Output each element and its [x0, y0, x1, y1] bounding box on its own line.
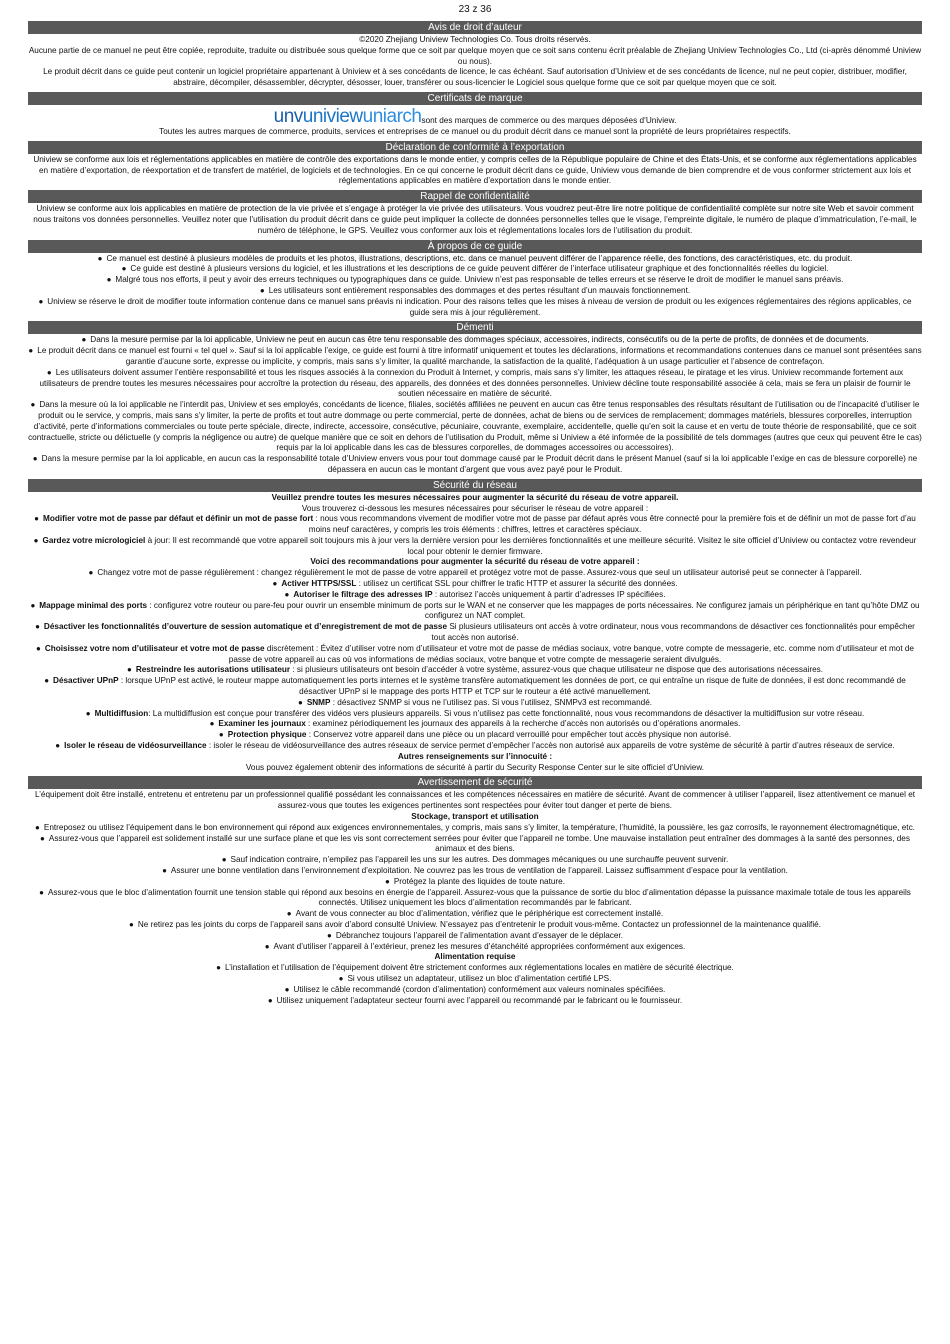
list-item: [28, 275, 922, 286]
list-item-text: : autorisez l’accès uniquement à partir d’adresses IP spécifiées.: [432, 589, 666, 599]
list-item: [28, 264, 922, 275]
storage-heading: Stockage, transport et utilisation: [411, 812, 539, 822]
bullet-icon: ●: [81, 335, 87, 345]
list-item-bold: Activer HTTPS/SSL: [281, 579, 357, 589]
list-item: [28, 590, 922, 601]
bullet-icon: ●: [35, 643, 41, 653]
list-item-text: Dans la mesure où la loi applicable ne l’interdit pas, Uniview et ses employés, concédants de licence, filiales, sociétés affiliées ne peuvent en aucun cas être tenus responsables des résultats résultant de l’utilisation ou de l’incapacité d’utiliser le produit ou le service, y compris, mais sans s’y limiter, la perte de profits et tout autre dommage ou perte commercial, perte de données, achat de biens ou de services de remplacement; dommages matériels, blessures corporelles, interruption d’activité, perte d’informations commerciales ou toute perte spéciale, directe, indirecte, accessoire, consécutive, pécuniaire, couvrante, exemplaire, accidentelle, quelle qu’en soit la cause et en vertu de toute théorie de responsabilité, que ce soit contractuelle, stricte ou délictuelle (y compris la négligence ou autre) de quelque manière que ce soit en dehors de l’utilisation du Produit, même si Uniview a été informée de la possibilité de tels dommages (autres que ceux qui peuvent être le cas) requis par la loi applicable dans les cas de blessures corporelles, de dommages accessoires ou accessoires).: [28, 400, 922, 453]
network-heading: Veuillez prendre toutes les mesures nécessaires pour augmenter la sécurité du réseau de votre appareil.: [271, 492, 679, 502]
list-item: [28, 942, 922, 953]
bullet-icon: ●: [385, 876, 390, 886]
list-item: [28, 536, 922, 558]
bullet-icon: ●: [38, 296, 44, 306]
bullet-icon: ●: [216, 963, 222, 973]
list-item-text: Les utilisateurs doivent assumer l’entière responsabilité et tous les risques associés à la connexion du Produit à Internet, y compris, mais sans s’y limiter, les attaques réseau, le piratage et les virus. Uniview recommande fortement aux utilisateurs de prendre toutes les mesures nécessaires pour accroître la protection du réseau, des appareils, des données et des données personnelles. Uniview décline toute responsabilité associée à cela, mais se fera un plaisir de fournir le soutien nécessaire en matière de sécurité.: [39, 367, 911, 399]
bullet-icon: ●: [126, 665, 132, 675]
list-item-text: Utilisez uniquement l’adaptateur secteur fourni avec l’appareil ou recommandé par le fabricant ou le fournisseur.: [276, 995, 683, 1005]
list-item-text: à jour: Il est recommandé que votre appareil soit toujours mis à jour vers la dernière version pour les dernières fonctionnalités et une meilleure sécurité. Visitez le site officiel d’Uniview ou contactez votre revendeur local pour obtenir le dernier firmware.: [145, 535, 917, 556]
list-item: [28, 834, 922, 856]
list-item: [28, 888, 922, 910]
list-item: [28, 579, 922, 590]
bullet-icon: ●: [35, 622, 40, 632]
list-item: [28, 254, 922, 265]
list-item-text: Le produit décrit dans ce manuel est fourni « tel quel ». Sauf si la loi applicable l’exige, ce guide est fourni à titre informatif uniquement et toutes les déclarations, informations et recommandations contenues dans ce manuel sont présentées sans garantie d’aucune sorte, expresse ou implicite, y compris, mais sans s’y limiter, la qualité marchande, la satisfaction de la qualité, l’adéquation à un usage particulier et l’absence de contrefaçon.: [37, 346, 922, 366]
bullet-icon: ●: [221, 855, 227, 865]
bullet-icon: ●: [30, 600, 36, 610]
uniview-logo: uniview: [302, 105, 363, 127]
list-item-bold: Modifier votre mot de passe par défaut et définir un mot de passe fort: [43, 514, 314, 524]
list-item-bold: Mappage minimal des ports: [39, 600, 148, 610]
list-item-text: Entreposez ou utilisez l’équipement dans le bon environnement qui répond aux exigences environnementales, y compris, mais sans s’y limiter, la température, l’humidité, la poussière, les gaz corrosifs, le rayonnement électromagnétique, etc.: [43, 822, 915, 832]
list-item-bold: Protection physique: [227, 730, 307, 740]
bullet-icon: ●: [326, 930, 332, 940]
network-more-heading: Autres renseignements sur l’innocuité :: [397, 751, 553, 761]
list-item: [28, 996, 922, 1007]
list-item-text: Assurez-vous que le bloc d’alimentation fournit une tension stable qui répond aux besoins en énergie de l’appareil. Assurez-vous que la puissance de sortie du bloc d’alimentation dépasse la puissance maximale totale de tous les appareils connectés. Utilisez uniquement les blocs d’alimentation recommandés par le fabricant.: [47, 887, 911, 908]
bullet-icon: ●: [28, 346, 34, 356]
list-item-text: Les utilisateurs sont entièrement responsables des dommages et des pertes résultant d’un mauvais fonctionnement.: [268, 285, 691, 295]
bullet-icon: ●: [267, 995, 273, 1005]
copyright-line: Le produit décrit dans ce guide peut contenir un logiciel propriétaire appartenant à Uniview et à ses concédants de licence, le cas échéant. Sauf autorisation d’Uniview et de ses concédants de licence, nul ne peut copier, distribuer, modifier, abstraire, décompiler, désassembler, décrypter, désosser, louer, transférer ou sous-licencier le Logiciel sous quelque forme que ce soit par quelque moyen que ce soit.: [43, 67, 907, 88]
power-list: [28, 963, 922, 1006]
storage-list: [28, 823, 922, 953]
bullet-icon: ●: [286, 909, 292, 919]
list-item-bold: Multidiffusion: [94, 708, 149, 718]
bullet-icon: ●: [40, 833, 45, 843]
list-item-text: discrètement : Évitez d’utiliser votre nom d’utilisateur et votre mot de passe de médias sociaux, votre banque, votre compte de messagerie, etc. comme nom d’utilisateur et mot de passe de votre appareil au cas où vos informations de médias sociaux, votre banque et votre compte de messagerie seraient divulgués.: [228, 643, 914, 664]
bullet-icon: ●: [32, 454, 38, 464]
list-item: [28, 601, 922, 623]
bullet-icon: ●: [44, 676, 50, 686]
section-title-network: Sécurité du réseau: [28, 479, 922, 492]
list-item-text: Utilisez le câble recommandé (cordon d’alimentation) conformément aux valeurs nominales spécifiées.: [293, 984, 666, 994]
list-item-bold: Désactiver les fonctionnalités d’ouverture de session automatique et d’enregistrement de mot de passe: [43, 622, 448, 632]
list-item-text: Dans la mesure permise par la loi applicable, en aucun cas la responsabilité totale d’Uniview envers vous pour tout dommage causé par le Produit décrit dans le présent Manuel (sauf si la loi applicable l’exige en cas de blessure corporelle) ne dépassera en aucun cas le montant d’argent que vous avez payé pour le Produit.: [41, 454, 918, 474]
list-item: [28, 665, 922, 676]
list-item: [28, 985, 922, 996]
list-item-text: Uniview se réserve le droit de modifier toute information contenue dans ce manuel sans préavis ni indication. Pour des raisons telles que les mises à niveau de version de produit ou les exigences réglementaires des régions applicables, ce guide sera mis à jour régulièrement.: [47, 296, 912, 317]
list-item-bold: Autoriser le filtrage des adresses IP: [293, 589, 433, 599]
bullet-icon: ●: [338, 973, 344, 983]
list-item-text: : si plusieurs utilisateurs ont besoin d’accéder à votre système, assurez-vous que chaque utilisateur ne dispose que des autorisations nécessaires.: [290, 665, 824, 675]
list-item-text: Assurez-vous que l’appareil est solidement installé sur une surface plane et que les vis sont correctement serrées pour éviter que l’appareil ne tombe. Une mauvaise installation peut entraîner des dommages à la santé des personnes, des animaux et des biens.: [48, 833, 910, 854]
bullet-icon: ●: [34, 514, 40, 524]
network-intro: Vous trouverez ci-dessous les mesures nécessaires pour sécuriser le réseau de votre appareil :: [301, 503, 649, 513]
trademark-logos: [274, 107, 422, 127]
copyright-line: Aucune partie de ce manuel ne peut être copiée, reproduite, traduite ou distribuée sous quelque forme que ce soit par quelque moyen que ce soit sans contenu écrit préalable de Zhejiang Uniview Technologies Co., Ltd (ci-après dénommé Uniview ou nous).: [28, 45, 922, 66]
bullet-icon: ●: [106, 275, 112, 285]
list-item: [28, 400, 922, 454]
bullet-icon: ●: [35, 822, 40, 832]
list-item-text: L’installation et l’utilisation de l’équipement doivent être strictement conformes aux réglementations locales en matière de sécurité électrique.: [225, 963, 734, 973]
bullet-icon: ●: [85, 708, 91, 718]
list-item: [28, 346, 922, 368]
page-number: 23 z 36: [458, 4, 492, 15]
bullet-icon: ●: [46, 367, 52, 377]
list-item-text: Assurer une bonne ventilation dans l’environnement d’exploitation. Ne couvrez pas les trous de ventilation de l’appareil. Laissez suffisamment d’espace pour la ventilation.: [170, 866, 788, 875]
list-item-text: : nous vous recommandons vivement de modifier votre mot de passe par défaut après vous être connecté pour la première fois et de définir un mot de passe fort d’au moins neuf caractères, y compris les trois éléments : chiffres, lettres et caractères spéciaux.: [308, 514, 916, 535]
list-item-text: Avant de vous connecter au bloc d’alimentation, vérifiez que le périphérique est correctement installé.: [295, 909, 664, 919]
list-item-bold: Gardez votre micrologiciel: [42, 535, 146, 545]
list-item: [28, 823, 922, 834]
list-item-text: Ce guide est destiné à plusieurs versions du logiciel, et les illustrations et les descriptions de ce guide peuvent différer de l’interface utilisateur graphique et des fonctionnalités réelles du logiciel.: [130, 264, 829, 274]
list-item-text: Sauf indication contraire, n’empilez pas l’appareil les uns sur les autres. Des dommages mécaniques ou une surchauffe peuvent survenir.: [230, 855, 729, 865]
bullet-icon: ●: [259, 285, 265, 295]
section-title-privacy: Rappel de confidentialité: [28, 190, 922, 203]
bullet-icon: ●: [33, 535, 39, 545]
bullet-icon: ●: [162, 866, 167, 875]
bullet-icon: ●: [209, 719, 215, 729]
list-item: [28, 676, 922, 698]
list-item-text: Avant d’utiliser l’appareil à l’extérieur, prenez les mesures d’étanchéité appropriées conformément aux exigences.: [273, 941, 686, 951]
export-text: Uniview se conforme aux lois et réglementations applicables en matière de contrôle des exportations dans le monde entier, y compris celles de la République populaire de Chine et des États-Unis, et se conforme aux réglementations applicables en matière d’exportation, de réexportation et de transfert de matériel, de logiciels et de technologies. En ce qui concerne le produit décrit dans ce guide, Uniview vous demande de bien comprendre et de vous conformer strictement aux lois et réglementations applicables en matière d’exportation dans le monde entier.: [33, 154, 917, 186]
list-item-text: Si plusieurs utilisateurs ont accès à votre ordinateur, nous vous recommandons de désactiver ces fonctionnalités pour empêcher tout accès non autorisé.: [431, 622, 915, 643]
bullet-icon: ●: [39, 887, 44, 897]
list-item-bold: Choisissez votre nom d’utilisateur et votre mot de passe: [44, 643, 265, 653]
list-item-text: : utilisez un certificat SSL pour chiffrer le trafic HTTP et assurer la sécurité des données.: [356, 579, 678, 589]
list-item-text: : isoler le réseau de vidéosurveillance des autres réseaux de service permet d’empêcher l’accès non autorisé aux appareils de votre système de sécurité à partir d’autres réseaux de service.: [206, 741, 895, 751]
list-item: [28, 855, 922, 866]
safety-intro: L’équipement doit être installé, entretenu et entretenu par un professionnel qualifié possédant les connaissances et les compétences nécessaires en matière de sécurité. Avant de commencer à utiliser l’appareil, lisez attentivement ce manuel et assurez-vous que toutes les exigences pertinentes sont respectées pour éviter tout danger et perte de biens.: [34, 790, 916, 811]
list-item-text: : lorsque UPnP est activé, le routeur mappe automatiquement les ports internes et le système transfère automatiquement les données de port, ce qui entraîne un risque de fuite de données, il est donc recommandé de désactiver UPnP si le mappage des ports HTTP et TCP sur le routeur a été activé manuellement.: [118, 676, 906, 697]
list-item: [28, 514, 922, 536]
trademark-line: Toutes les autres marques de commerce, produits, services et entreprises de ce manuel ou du produit décrit dans ce manuel sont la propriété de leurs propriétaires respectifs.: [159, 126, 791, 136]
list-item: [28, 709, 922, 720]
list-item: [28, 698, 922, 709]
list-item-text: Protégez la plante des liquides de toute nature.: [393, 876, 565, 886]
network-more-text: Vous pouvez également obtenir des informations de sécurité à partir du Security Response Center sur le site officiel d’Uniview.: [245, 762, 705, 772]
list-item-text: Changez votre mot de passe régulièrement : changez régulièrement le mot de passe de votre appareil et protégez votre mot de passe. Assurez-vous que seul un utilisateur autorisé peut se connecter à l’appareil.: [97, 568, 862, 578]
list-item: [28, 568, 922, 579]
list-item: [28, 866, 922, 877]
list-item-bold: Examiner les journaux: [218, 719, 306, 729]
list-item: [28, 920, 922, 931]
network-list-recommended: [28, 568, 922, 752]
section-title-about: À propos de ce guide: [28, 240, 922, 253]
uniarch-logo: uniarch: [362, 105, 422, 127]
bullet-icon: ●: [129, 919, 134, 929]
list-item-text: Débranchez toujours l’appareil de l’alimentation avant d’essayer de le déplacer.: [335, 930, 624, 940]
list-item-text: Malgré tous nos efforts, il peut y avoir des erreurs techniques ou typographiques dans ce guide. Uniview n’est pas responsable de telles erreurs et se réserve le droit de modifier le manuel sans préavis.: [115, 275, 844, 285]
list-item: [28, 974, 922, 985]
list-item-bold: Désactiver UPnP: [53, 676, 119, 686]
bullet-icon: ●: [218, 730, 224, 740]
list-item-text: : désactivez SNMP si vous ne l’utilisez pas. Si vous l’utilisez, SNMPv3 est recommandé.: [330, 697, 653, 707]
list-item: [28, 963, 922, 974]
list-item: [28, 286, 922, 297]
bullet-icon: ●: [297, 697, 303, 707]
bullet-icon: ●: [121, 264, 127, 274]
trademark-suffix: sont des marques de commerce ou des marques déposées d’Uniview.: [421, 116, 677, 126]
copyright-line: ©2020 Zhejiang Uniview Technologies Co. Tous droits réservés.: [359, 35, 591, 44]
list-item-text: Dans la mesure permise par la loi applicable, Uniview ne peut en aucun cas être tenu responsable des dommages spéciaux, accessoires, indirects, consécutifs ou de la perte de profits, de données et de documents.: [90, 335, 869, 345]
section-title-trademark: Certificats de marque: [28, 92, 922, 105]
list-item: [28, 730, 922, 741]
bullet-icon: ●: [272, 579, 278, 589]
power-heading: Alimentation requise: [434, 952, 516, 962]
disclaimer-list: [28, 335, 922, 475]
list-item: [28, 931, 922, 942]
list-item: [28, 454, 922, 476]
bullet-icon: ●: [30, 400, 36, 410]
unv-logo: unv: [273, 105, 303, 127]
list-item-text: Ne retirez pas les joints du corps de l’appareil sans avoir d’abord consulté Uniview. N’essayez pas d’entretenir le produit vous-même. Contactez un professionnel de la maintenance qualifié.: [137, 919, 821, 929]
trademark-logos-row: [28, 107, 922, 127]
list-item-bold: Restreindre les autorisations utilisateur: [135, 665, 291, 675]
list-item-text: : Conservez votre appareil dans une pièce ou un placard verrouillé pour empêcher tout accès physique non autorisé.: [306, 730, 732, 740]
list-item-text: Si vous utilisez un adaptateur, utilisez un bloc d’alimentation certifié LPS.: [347, 973, 612, 983]
privacy-text: Uniview se conforme aux lois applicables en matière de protection de la vie privée et s’engage à protéger la vie privée des utilisateurs. Vous voudrez peut-être lire notre politique de confidentialité complète sur notre site Web et savoir comment nous traitons vos données personnelles. Veuillez noter que l’utilisation du produit décrit dans ce guide peut impliquer la collecte de données personnelles telles que le visage, l’empreinte digitale, le numéro de plaque d’immatriculation, l’e-mail, le numéro de téléphone, le GPS. Veuillez vous conformer aux lois et réglementations locales lors de l’utilisation du produit.: [33, 204, 917, 235]
list-item-text: : configurez votre routeur ou pare-feu pour ouvrir un ensemble minimum de ports sur le WAN et ne conserver que les mappages de ports nécessaires. Ne configurez jamais un périphérique en tant qu’hôte DMZ ou configurez un NAT complet.: [147, 600, 920, 621]
list-item: [28, 622, 922, 644]
section-title-safety: Avertissement de sécurité: [28, 776, 922, 789]
bullet-icon: ●: [284, 589, 290, 599]
bullet-icon: ●: [97, 253, 103, 263]
list-item-bold: SNMP: [306, 697, 331, 707]
list-item-text: : La multidiffusion est conçue pour transférer des vidéos vers plusieurs appareils. Si vous n’utilisez pas cette fonctionnalité, nous vous recommandons de désactiver la multidiffusion sur votre réseau.: [148, 708, 865, 718]
list-item: [28, 335, 922, 346]
list-item: [28, 909, 922, 920]
list-item: [28, 644, 922, 666]
list-item: [28, 297, 922, 319]
list-item: [28, 741, 922, 752]
network-list-required: [28, 514, 922, 557]
section-title-disclaimer: Démenti: [28, 321, 922, 334]
section-title-copyright: Avis de droit d’auteur: [28, 21, 922, 34]
section-title-export: Déclaration de conformité à l’exportation: [28, 141, 922, 154]
list-item: [28, 719, 922, 730]
bullet-icon: ●: [284, 984, 290, 994]
bullet-icon: ●: [88, 568, 94, 578]
list-item: [28, 877, 922, 888]
bullet-icon: ●: [55, 741, 61, 751]
list-item: [28, 368, 922, 400]
list-item-text: : examinez périodiquement les journaux des appareils à la recherche d’accès non autorisés ou d’opérations anormales.: [305, 719, 741, 729]
bullet-icon: ●: [264, 941, 270, 951]
network-subheading: Voici des recommandations pour augmenter la sécurité du réseau de votre appareil :: [310, 557, 640, 567]
list-item-text: Ce manuel est destiné à plusieurs modèles de produits et les photos, illustrations, descriptions, etc. dans ce manuel peuvent différer de l’apparence réelle, des fonctions, des caractéristiques, etc. du produit.: [106, 253, 853, 263]
about-list: [28, 254, 922, 319]
list-item-bold: Isoler le réseau de vidéosurveillance: [64, 741, 207, 751]
